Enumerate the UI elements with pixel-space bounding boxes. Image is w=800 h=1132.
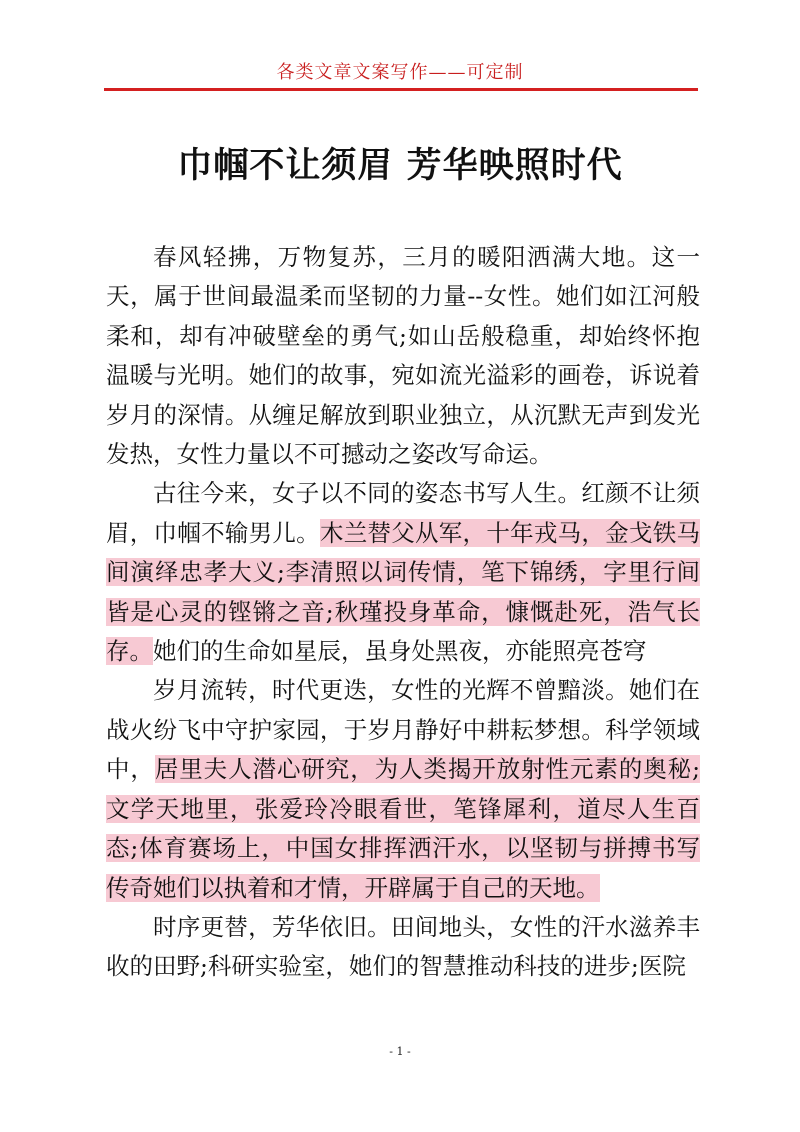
paragraph-2 [106, 474, 700, 671]
page-header: 各类文章文案写作——可定制 [276, 62, 524, 83]
paragraph-3 [106, 671, 700, 907]
highlighted-text: 居里夫人潜心研究，为人类揭开放射性元素的奥秘;文学天地里，张爱玲冷眼看世，笔锋犀利，道尽人生百态;体育赛场上，中国女排挥洒汗水，以坚韧与拼搏书写传奇她们以执着和才情，开辟属于自己的天地。 [106, 755, 700, 902]
document-body [106, 238, 700, 987]
paragraph-text: 她们的生命如星辰，虽身处黑夜，亦能照亮苍穹 [153, 637, 647, 666]
document-title: 巾帼不让须眉 芳华映照时代 [177, 145, 623, 186]
highlighted-text: 木兰替父从军，十年戎马，金戈铁马间演绎忠孝大义;李清照以词传情，笔下锦绣，字里行间皆是心灵的铿锵之音;秋瑾投身革命，慷慨赴死，浩气长存。 [106, 518, 700, 666]
paragraph-1 [106, 238, 700, 474]
header-divider [104, 88, 698, 91]
page-number: - 1 - [389, 1045, 411, 1058]
paragraph-text: 古往今来，女子以不同的姿态书写人生。红颜不让须眉，巾帼不输男儿。 [106, 479, 700, 547]
paragraph-text: 岁月流转，时代更迭，女性的光辉不曾黯淡。她们在战火纷飞中守护家园，于岁月静好中耕耘梦想。科学领域中， [106, 676, 700, 784]
paragraph-text: 春风轻拂，万物复苏，三月的暖阳洒满大地。这一天，属于世间最温柔而坚韧的力量--女性。她们如江河般柔和，却有冲破壁垒的勇气;如山岳般稳重，却始终怀抱温暖与光明。她们的故事，宛如流光溢彩的画卷，诉说着岁月的深情。从缠足解放到职业独立，从沉默无声到发光发热，女性力量以不可撼动之姿改写命运。 [106, 243, 700, 469]
paragraph-4 [106, 908, 700, 987]
paragraph-text: 时序更替，芳华依旧。田间地头，女性的汗水滋养丰收的田野;科研实验室，她们的智慧推动科技的进步;医院 [106, 912, 700, 981]
